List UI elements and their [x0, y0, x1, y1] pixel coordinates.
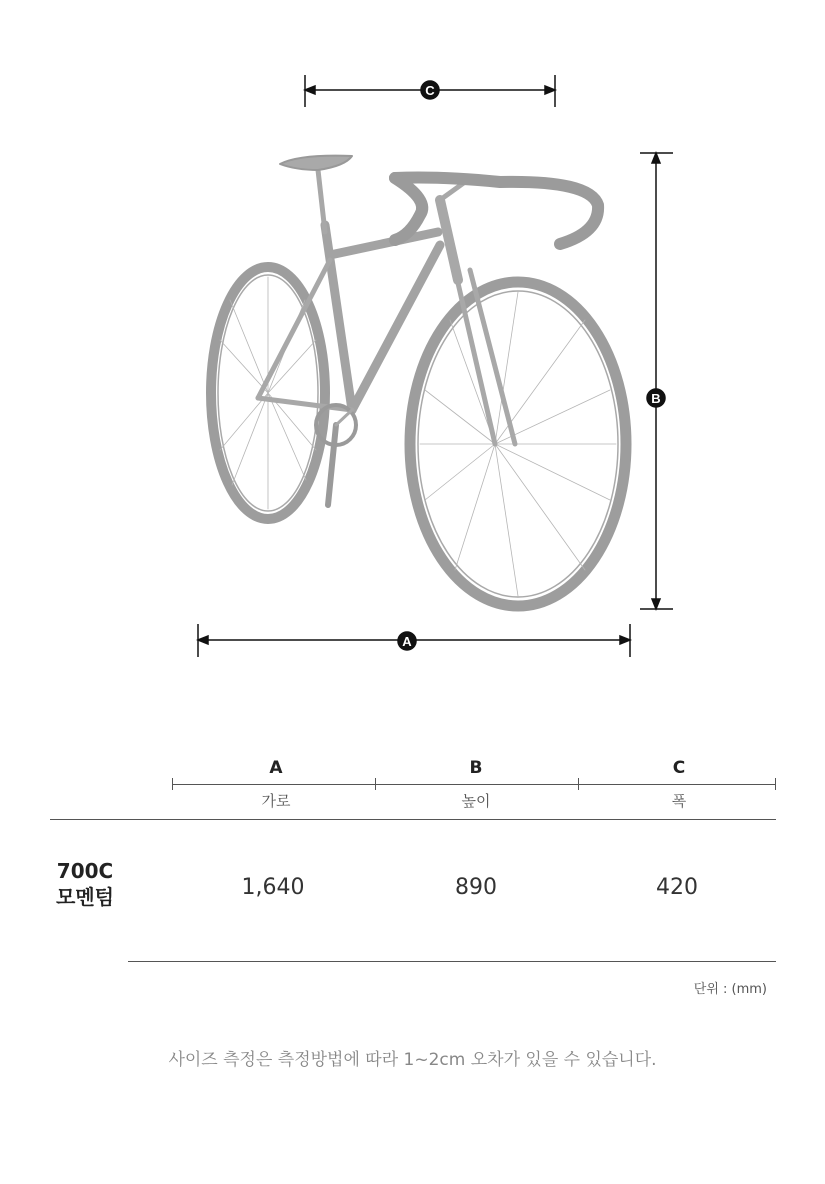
row-name-line2: 모멘텀	[56, 885, 114, 909]
column-a-label: 가로	[261, 792, 291, 810]
column-b-letter: B	[469, 758, 483, 778]
top-tube	[330, 232, 438, 255]
value-b: 890	[455, 875, 497, 900]
unit-label: 단위 : (mm)	[693, 982, 767, 997]
saddle	[280, 156, 352, 170]
row-name-line1: 700C	[56, 859, 114, 883]
dimension-c-label: C	[425, 83, 435, 98]
column-c-label: 폭	[671, 792, 687, 810]
header-tick	[578, 778, 579, 790]
column-b-label: 높이	[461, 792, 491, 810]
seat-post	[318, 170, 325, 232]
dimension-b	[640, 153, 673, 609]
header-tick	[172, 778, 173, 790]
value-a: 1,640	[241, 875, 305, 900]
column-a-letter: A	[269, 758, 283, 778]
value-c: 420	[656, 875, 698, 900]
header-divider	[172, 784, 776, 785]
dimension-a-label: A	[402, 634, 412, 649]
column-c-letter: C	[672, 758, 686, 778]
header-tick	[375, 778, 376, 790]
row-name	[40, 858, 130, 910]
dimension-a	[198, 624, 630, 657]
table-top-rule	[50, 819, 776, 820]
head-tube	[440, 200, 458, 280]
measurement-note: 사이즈 측정은 측정방법에 따라 1~2cm 오차가 있을 수 있습니다.	[168, 1050, 657, 1070]
bicycle-illustration	[211, 156, 626, 606]
down-tube	[352, 245, 440, 410]
dimension-b-label: B	[651, 391, 661, 406]
header-tick	[775, 778, 776, 790]
table-bottom-rule	[128, 961, 776, 962]
